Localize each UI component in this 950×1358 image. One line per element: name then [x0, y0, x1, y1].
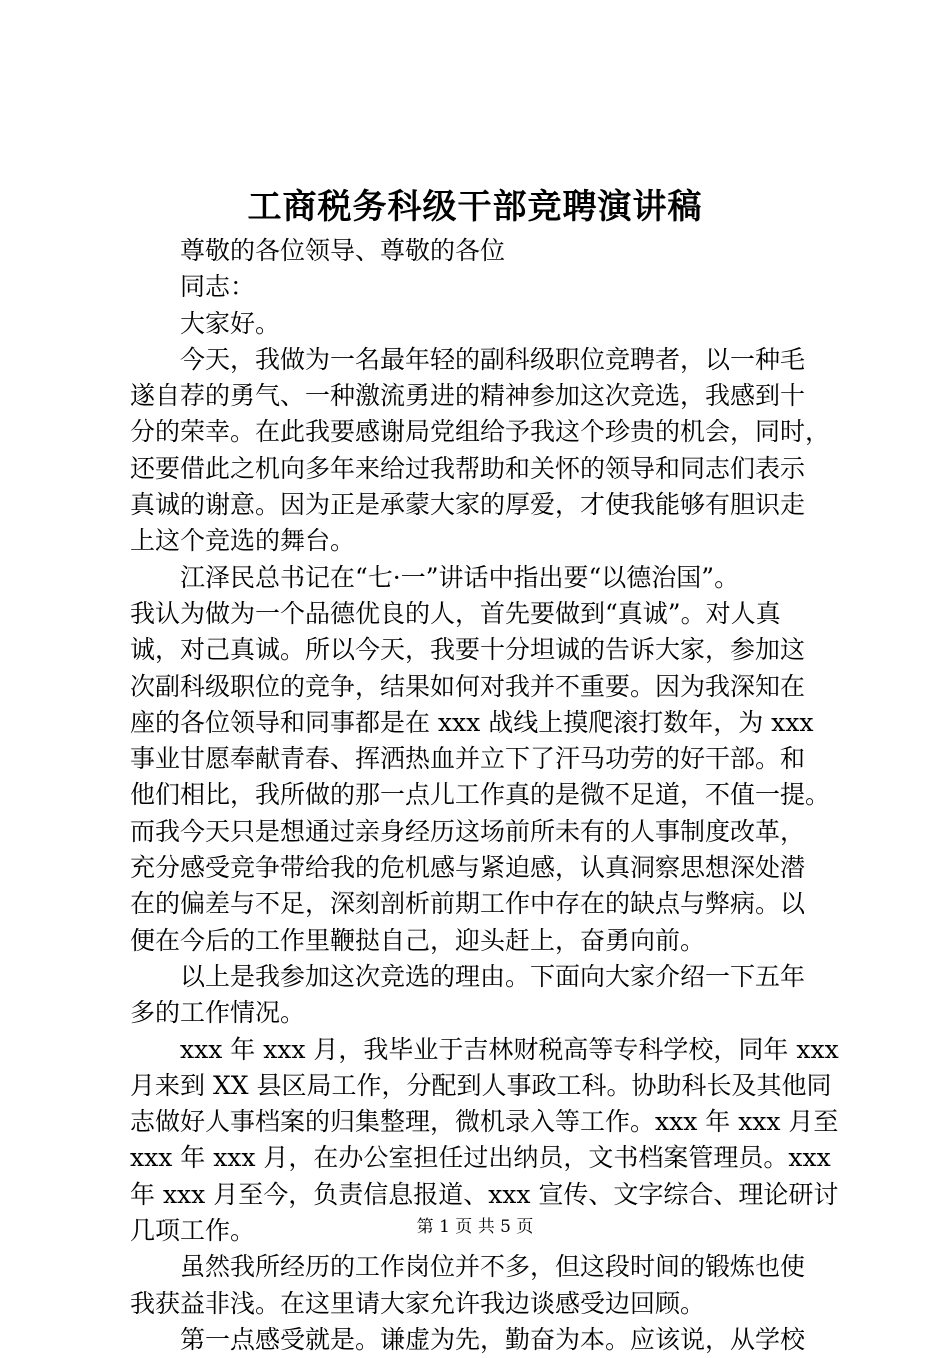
- body-line: 几项工作。: [130, 1216, 256, 1246]
- body-line: 以上是我参加这次竞选的理由。下面向大家介绍一下五年: [180, 961, 806, 991]
- body-line: 同志：: [180, 272, 256, 302]
- body-line: 次副科级职位的竞争，结果如何对我并不重要。因为我深知在: [130, 671, 806, 701]
- body-line: 我获益非浅。在这里请大家允许我边谈感受边回顾。: [130, 1288, 706, 1318]
- body-line: 遂自荐的勇气、一种激流勇进的精神参加这次竞选，我感到十: [130, 381, 806, 411]
- body-line: 第一点感受就是。谦虚为先，勤奋为本。应该说，从学校: [180, 1324, 806, 1354]
- body-line: 事业甘愿奉献青春、挥洒热血并立下了汗马功劳的好干部。和: [130, 744, 806, 774]
- body-line: 座的各位领导和同事都是在 xxx 战线上摸爬滚打数年，为 xxx: [130, 707, 814, 737]
- body-line: xxx 年 xxx 月，我毕业于吉林财税高等专科学校，同年 xxx: [180, 1034, 839, 1064]
- body-line: 而我今天只是想通过亲身经历这场前所未有的人事制度改革，: [130, 816, 806, 846]
- body-line: xxx 年 xxx 月，在办公室担任过出纳员，文书档案管理员。xxx: [130, 1143, 831, 1173]
- body-line: 虽然我所经历的工作岗位并不多，但这段时间的锻炼也使: [180, 1252, 806, 1282]
- body-line: 今天，我做为一名最年轻的副科级职位竞聘者，以一种毛: [180, 344, 806, 374]
- body-line: 便在今后的工作里鞭挞自己，迎头赶上，奋勇向前。: [130, 925, 706, 955]
- body-line: 尊敬的各位领导、尊敬的各位: [180, 236, 506, 265]
- body-line: 在的偏差与不足，深刻剖析前期工作中存在的缺点与弊病。以: [130, 889, 806, 919]
- body-line: 月来到 XX 县区局工作，分配到人事政工科。协助科长及其他同: [130, 1070, 832, 1100]
- document-body: [130, 233, 850, 1358]
- body-line: 分的荣幸。在此我要感谢局党组给予我这个珍贵的机会，同时，: [130, 417, 831, 447]
- body-line: 大家好。: [180, 308, 281, 338]
- body-line: 志做好人事档案的归集整理，微机录入等工作。xxx 年 xxx 月至: [130, 1107, 839, 1137]
- page-footer: 第 1 页 共 5 页: [416, 1217, 534, 1237]
- body-line: 充分感受竞争带给我的危机感与紧迫感，认真洞察思想深处潜: [130, 853, 806, 883]
- document-title: 工商税务科级干部竞聘演讲稿: [247, 187, 703, 227]
- body-line: 年 xxx 月至今，负责信息报道、xxx 宣传、文字综合、理论研讨: [130, 1179, 839, 1209]
- body-line: 还要借此之机向多年来给过我帮助和关怀的领导和同志们表示: [130, 453, 806, 483]
- body-line: 上这个竞选的舞台。: [130, 526, 356, 556]
- body-line: 我认为做为一个品德优良的人，首先要做到“真诚”。对人真: [130, 598, 781, 628]
- body-line: 真诚的谢意。因为正是承蒙大家的厚爱，才使我能够有胆识走: [130, 490, 806, 520]
- body-line: 江泽民总书记在“七·一”讲话中指出要“以德治国”。: [180, 562, 740, 592]
- body-line: 多的工作情况。: [130, 998, 306, 1028]
- body-line: 诚，对己真诚。所以今天，我要十分坦诚的告诉大家，参加这: [130, 635, 806, 665]
- body-line: 他们相比，我所做的那一点儿工作真的是微不足道，不值一提。: [130, 780, 831, 810]
